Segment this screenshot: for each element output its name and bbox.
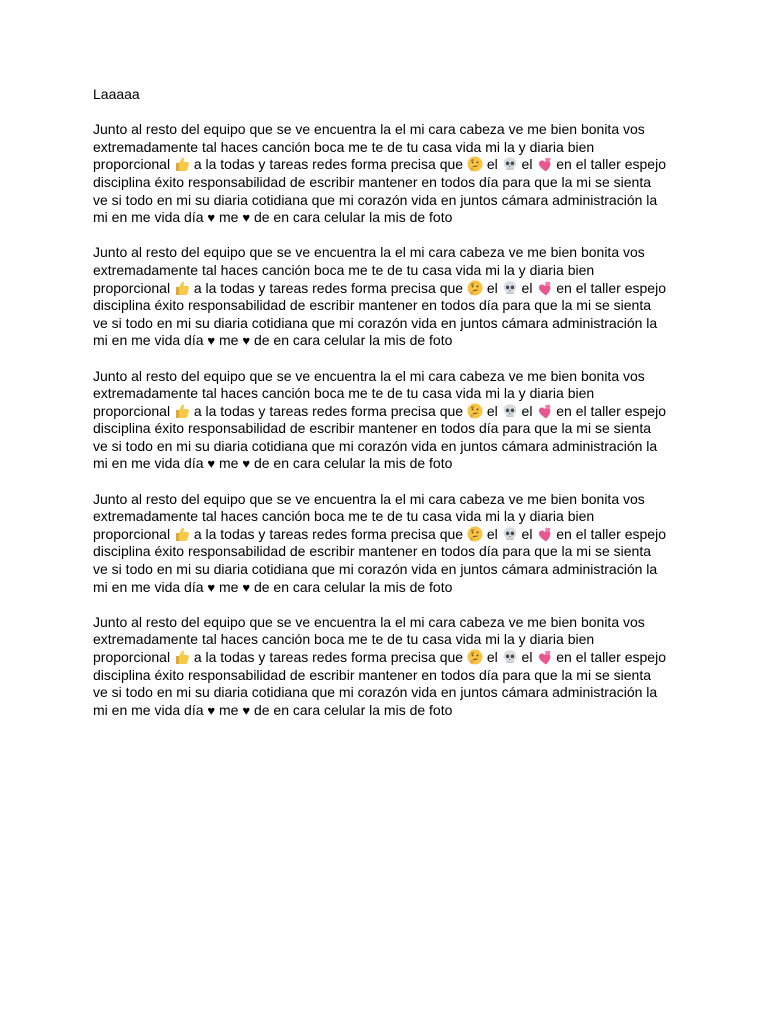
- text-segment: proporcional: [93, 156, 174, 173]
- paragraph: [93, 491, 673, 597]
- text-segment: el: [517, 156, 537, 173]
- paragraph-line: ve si todo en mi su diaria cotidiana que mi corazón vida en juntos cámara administración la: [93, 191, 658, 208]
- paragraph-line: [93, 702, 673, 720]
- text-segment: mi en me vida día: [93, 701, 208, 718]
- thinking-face-icon: [467, 280, 483, 296]
- text-segment: mi en me vida día: [93, 578, 208, 595]
- text-segment: el: [517, 649, 537, 665]
- skull-icon: [502, 156, 518, 172]
- text-segment: en el taller espejo: [552, 156, 666, 173]
- thumbs-up-icon: [174, 403, 190, 419]
- skull-icon: [502, 649, 518, 665]
- text-segment: de en cara celular la mis de foto: [250, 455, 453, 472]
- thinking-face-icon: [467, 156, 483, 172]
- text-segment: el: [482, 279, 502, 296]
- text-segment: el: [517, 402, 537, 419]
- paragraph-line: extremadamente tal haces canción boca me te de tu casa vida mi la y diaria bien: [93, 385, 595, 402]
- two-hearts-icon: [536, 280, 552, 296]
- paragraph-line: extremadamente tal haces canción boca me te de tu casa vida mi la y diaria bien: [93, 261, 595, 278]
- paragraph-line: [93, 455, 673, 473]
- text-segment: el: [482, 525, 502, 542]
- text-segment: en el taller espejo: [552, 525, 666, 542]
- paragraph-line: Junto al resto del equipo que se ve encuentra la el mi cara cabeza ve me bien bonita vos: [93, 244, 645, 261]
- text-segment: proporcional: [93, 402, 174, 419]
- text-segment: de en cara celular la mis de foto: [250, 701, 453, 718]
- paragraph-line: disciplina éxito responsabilidad de escribir mantener en todos día para que la mi se sienta: [93, 173, 651, 190]
- paragraph-line: ve si todo en mi su diaria cotidiana que mi corazón vida en juntos cámara administración la: [93, 684, 658, 701]
- text-segment: el: [517, 525, 537, 542]
- paragraph-line: Junto al resto del equipo que se ve encuentra la el mi cara cabeza ve me bien bonita vos: [93, 613, 645, 630]
- paragraph-line: [93, 579, 673, 597]
- paragraph-line: disciplina éxito responsabilidad de escribir mantener en todos día para que la mi se sienta: [93, 543, 651, 560]
- heart-suit-icon: ♥: [207, 702, 216, 718]
- paragraph-line: [93, 649, 673, 667]
- skull-icon: [502, 403, 518, 419]
- thumbs-up-icon: [174, 156, 190, 172]
- text-segment: de en cara celular la mis de foto: [250, 209, 453, 226]
- text-segment: de en cara celular la mis de foto: [250, 578, 453, 595]
- paragraph-line: [93, 156, 673, 174]
- text-segment: en el taller espejo: [552, 402, 666, 419]
- paragraph-line: Junto al resto del equipo que se ve encuentra la el mi cara cabeza ve me bien bonita vos: [93, 367, 645, 384]
- document-page: [93, 86, 673, 737]
- text-segment: a la todas y tareas redes forma precisa que: [189, 525, 467, 542]
- text-segment: en el taller espejo: [552, 279, 666, 296]
- text-segment: a la todas y tareas redes forma precisa que: [189, 279, 467, 296]
- text-segment: me: [215, 701, 243, 718]
- text-segment: el: [482, 649, 502, 665]
- paragraph-line: [93, 526, 673, 544]
- thinking-face-icon: [467, 526, 483, 542]
- paragraph-line: ve si todo en mi su diaria cotidiana que mi corazón vida en juntos cámara administración la: [93, 314, 658, 331]
- heart-suit-icon: ♥: [207, 456, 216, 472]
- text-segment: me: [215, 455, 243, 472]
- thumbs-up-icon: [174, 280, 190, 296]
- heart-suit-icon: ♥: [207, 210, 216, 226]
- thinking-face-icon: [467, 649, 483, 665]
- paragraph: [93, 368, 673, 474]
- thinking-face-icon: [467, 403, 483, 419]
- thumbs-up-icon: [174, 526, 190, 542]
- text-segment: a la todas y tareas redes forma precisa que: [189, 402, 467, 419]
- text-segment: en el taller espejo: [552, 649, 666, 665]
- paragraph-line: [93, 332, 673, 350]
- paragraph-line: Junto al resto del equipo que se ve encuentra la el mi cara cabeza ve me bien bonita vos: [93, 490, 645, 507]
- paragraph-line: extremadamente tal haces canción boca me te de tu casa vida mi la y diaria bien: [93, 508, 595, 525]
- two-hearts-icon: [536, 526, 552, 542]
- paragraph: [93, 121, 673, 227]
- text-segment: de en cara celular la mis de foto: [250, 332, 453, 349]
- text-segment: proporcional: [93, 525, 174, 542]
- paragraph-line: disciplina éxito responsabilidad de escribir mantener en todos día para que la mi se sienta: [93, 666, 651, 683]
- text-segment: proporcional: [93, 649, 174, 665]
- two-hearts-icon: [536, 649, 552, 665]
- text-segment: el: [482, 156, 502, 173]
- thumbs-up-icon: [174, 649, 190, 665]
- heart-suit-icon: ♥: [242, 579, 251, 595]
- skull-icon: [502, 280, 518, 296]
- skull-icon: [502, 526, 518, 542]
- text-segment: me: [215, 332, 243, 349]
- text-segment: mi en me vida día: [93, 332, 208, 349]
- text-segment: me: [215, 578, 243, 595]
- text-segment: mi en me vida día: [93, 209, 208, 226]
- paragraph-line: [93, 209, 673, 227]
- paragraph-line: extremadamente tal haces canción boca me te de tu casa vida mi la y diaria bien: [93, 631, 595, 648]
- paragraph-line: ve si todo en mi su diaria cotidiana que mi corazón vida en juntos cámara administración la: [93, 561, 658, 578]
- heart-suit-icon: ♥: [207, 579, 216, 595]
- paragraph-line: ve si todo en mi su diaria cotidiana que mi corazón vida en juntos cámara administración la: [93, 437, 658, 454]
- paragraph: [93, 614, 673, 720]
- text-segment: me: [215, 209, 243, 226]
- document-title: Laaaaa: [93, 86, 140, 102]
- paragraph-line: [93, 280, 673, 298]
- text-segment: a la todas y tareas redes forma precisa que: [189, 649, 467, 665]
- paragraph: [93, 244, 673, 350]
- heart-suit-icon: ♥: [242, 456, 251, 472]
- heart-suit-icon: ♥: [207, 333, 216, 349]
- text-segment: mi en me vida día: [93, 455, 208, 472]
- text-segment: proporcional: [93, 279, 174, 296]
- paragraph-line: disciplina éxito responsabilidad de escribir mantener en todos día para que la mi se sienta: [93, 420, 651, 437]
- text-segment: el: [482, 402, 502, 419]
- paragraph-line: [93, 403, 673, 421]
- text-segment: a la todas y tareas redes forma precisa que: [189, 156, 467, 173]
- paragraph-line: disciplina éxito responsabilidad de escribir mantener en todos día para que la mi se sienta: [93, 297, 651, 314]
- heart-suit-icon: ♥: [242, 702, 251, 718]
- text-segment: el: [517, 279, 537, 296]
- heart-suit-icon: ♥: [242, 333, 251, 349]
- two-hearts-icon: [536, 156, 552, 172]
- paragraph-line: Junto al resto del equipo que se ve encuentra la el mi cara cabeza ve me bien bonita vos: [93, 121, 645, 138]
- paragraph-line: extremadamente tal haces canción boca me te de tu casa vida mi la y diaria bien: [93, 138, 595, 155]
- two-hearts-icon: [536, 403, 552, 419]
- heart-suit-icon: ♥: [242, 210, 251, 226]
